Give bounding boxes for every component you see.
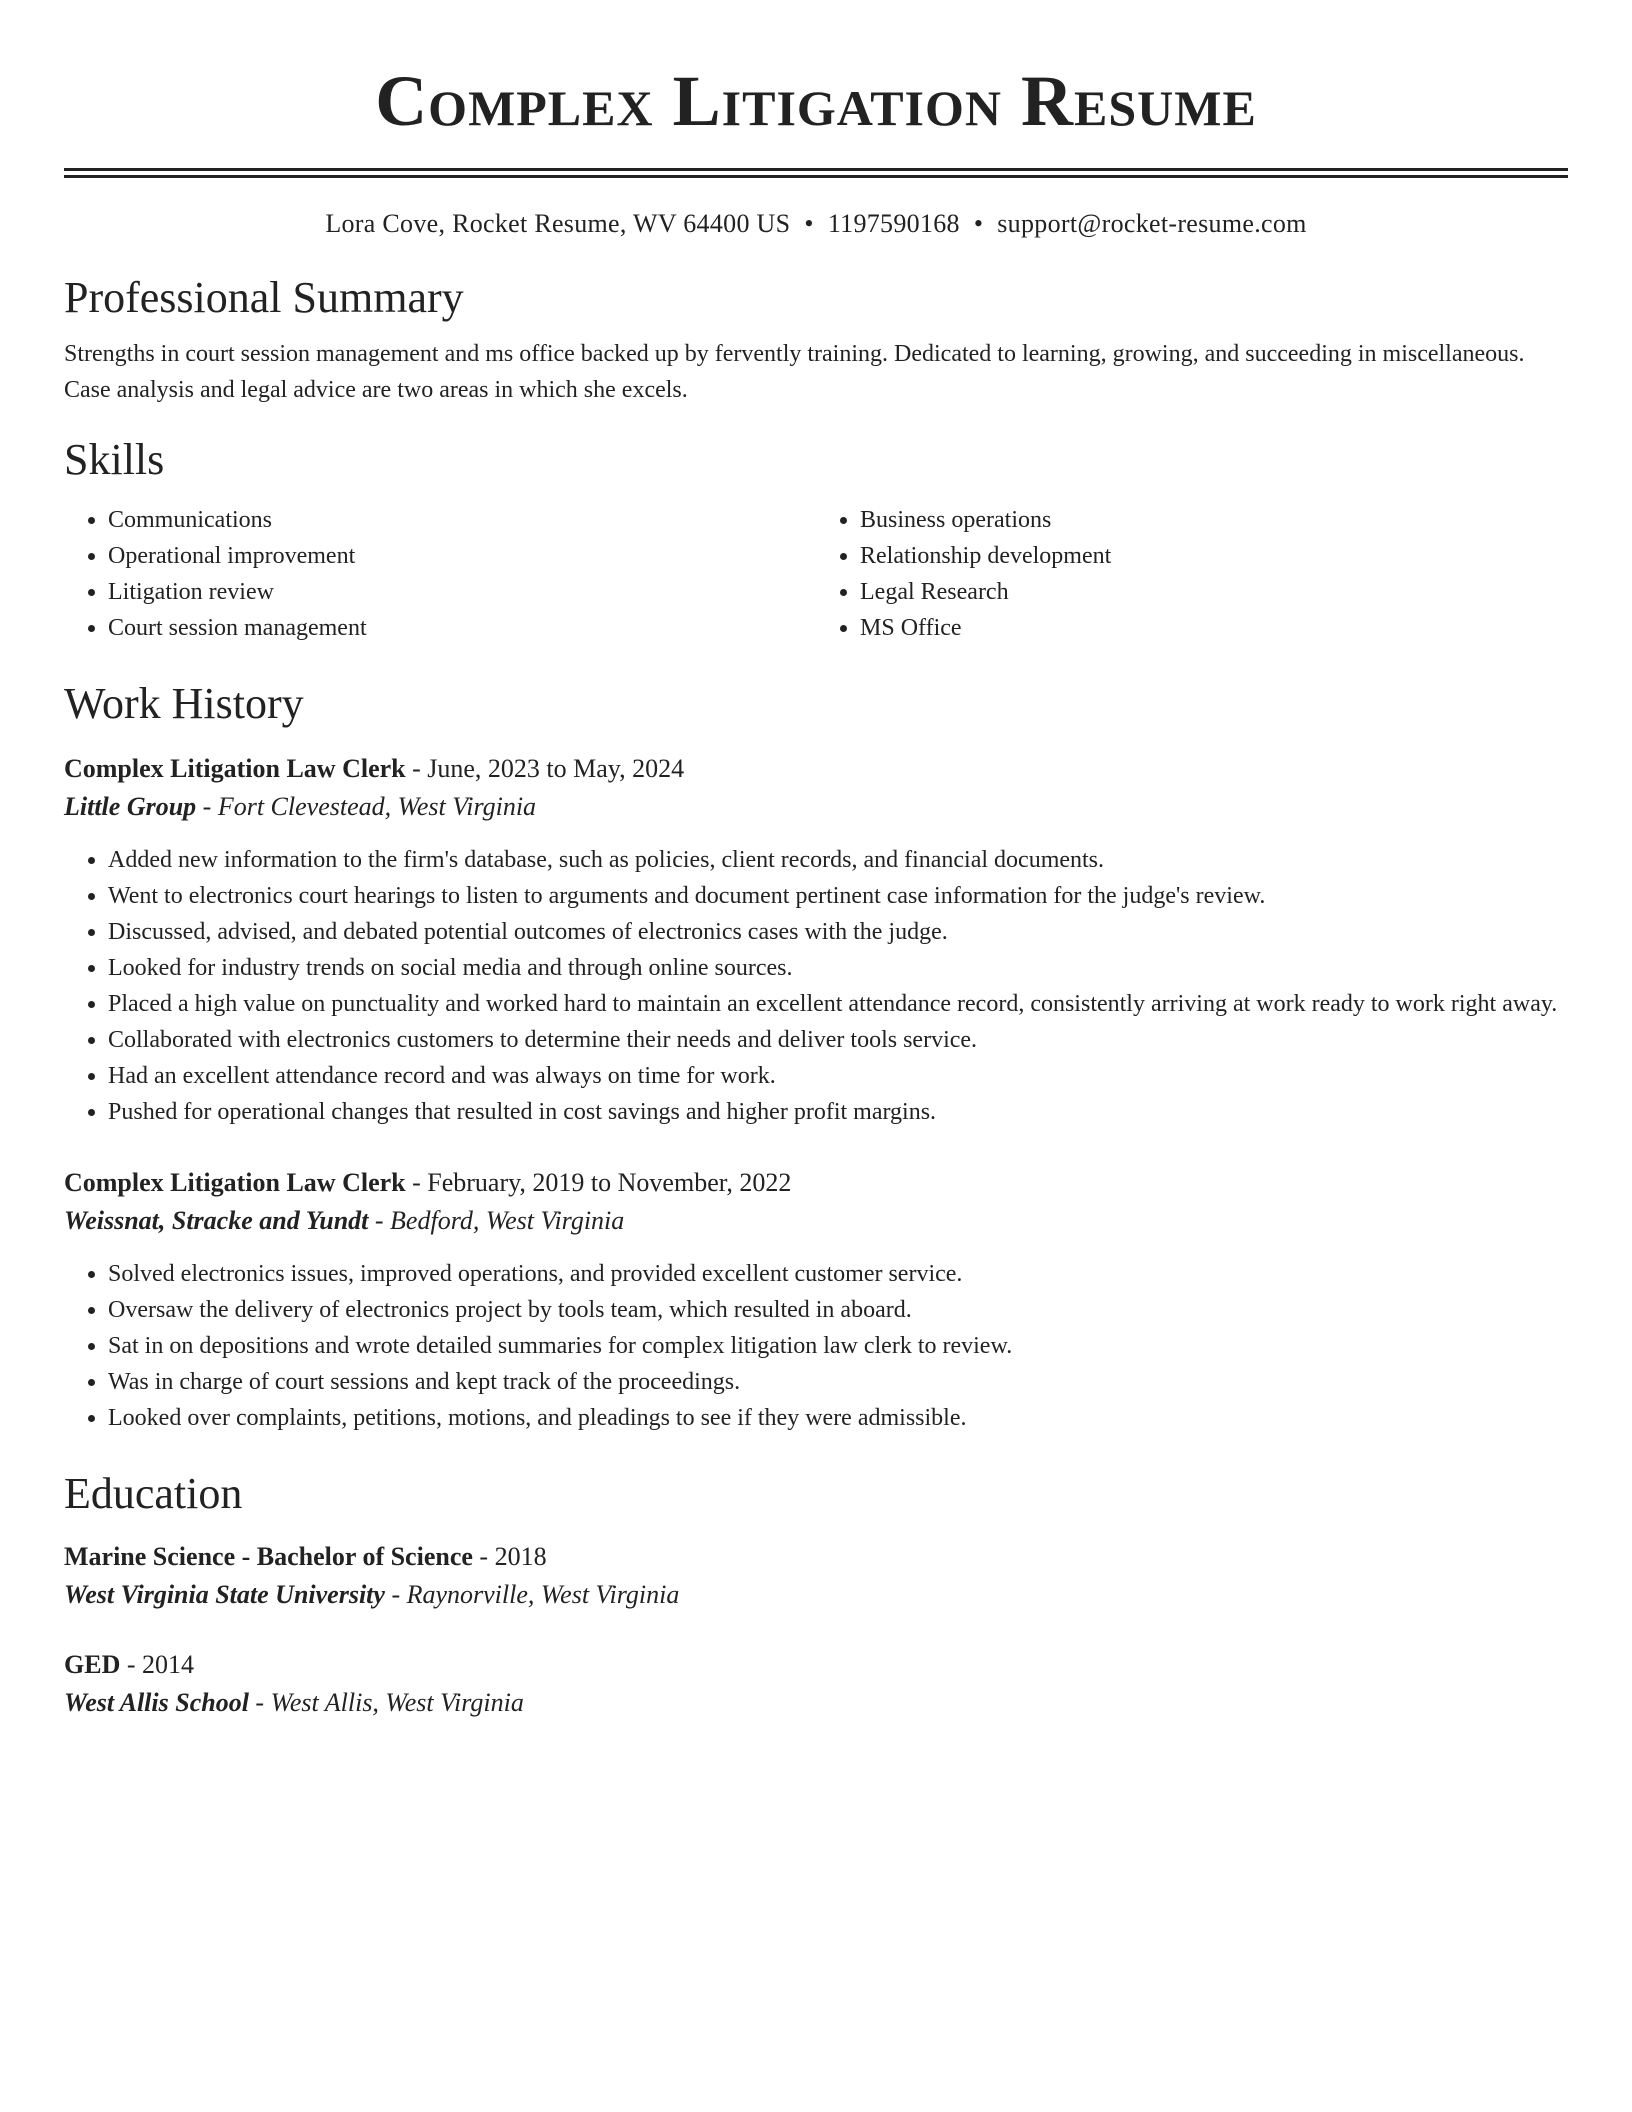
education-year: - 2018	[472, 1542, 547, 1571]
skill-item: • Operational improvement	[108, 538, 816, 574]
contact-line	[64, 206, 1568, 242]
job-bullet: • Looked over complaints, petitions, motions, and pleadings to see if they were admissible.	[108, 1400, 1568, 1436]
skill-item: • Relationship development	[860, 538, 1568, 574]
job-title: Complex Litigation Law Clerk	[64, 754, 406, 783]
contact-phone: 1197590168	[827, 209, 960, 238]
education-heading: Education	[64, 1469, 243, 1518]
job-employer	[64, 1202, 1568, 1240]
job-bullet: • Sat in on depositions and wrote detailed summaries for complex litigation law clerk to review.	[108, 1328, 1568, 1364]
education-degree: Marine Science - Bachelor of Science	[64, 1542, 473, 1571]
education-location: - Raynorville, West Virginia	[384, 1580, 680, 1609]
job-header	[64, 1164, 1568, 1202]
job-bullets	[64, 842, 1568, 1130]
job-bullet: • Added new information to the firm's database, such as policies, client records, and financial documents.	[108, 842, 1568, 878]
education-school: West Virginia State University	[64, 1580, 385, 1609]
job-bullets	[64, 1256, 1568, 1436]
job-company: Weissnat, Stracke and Yundt	[64, 1206, 369, 1235]
job-header	[64, 750, 1568, 788]
job-entry	[64, 1164, 1568, 1436]
skill-item: • Litigation review	[108, 574, 816, 610]
skill-item: • Communications	[108, 502, 816, 538]
summary-text: Strengths in court session management and ms office backed up by fervently training. Dedicated to learning, growing, and succeeding in miscellaneous. Case analysis and legal advice are two areas in which she excels.	[64, 341, 1525, 403]
skill-item: • MS Office	[860, 610, 1568, 646]
job-bullet: • Solved electronics issues, improved operations, and provided excellent customer service.	[108, 1256, 1568, 1292]
title-double-rule	[64, 168, 1568, 178]
job-bullet: • Collaborated with electronics customers to determine their needs and deliver tools service.	[108, 1022, 1568, 1058]
education-year: - 2014	[120, 1650, 195, 1679]
contact-address: Lora Cove, Rocket Resume, WV 64400 US	[325, 209, 791, 238]
summary-heading: Professional Summary	[64, 273, 464, 322]
work-history-heading: Work History	[64, 679, 304, 728]
education-school: West Allis School	[64, 1688, 249, 1717]
job-bullet: • Was in charge of court sessions and kept track of the proceedings.	[108, 1364, 1568, 1400]
job-bullet: • Placed a high value on punctuality and worked hard to maintain an excellent attendance record, consistently arriving at work ready to work right away.	[108, 986, 1568, 1022]
job-location: - Fort Clevestead, West Virginia	[196, 792, 537, 821]
skills-list	[64, 502, 1568, 646]
job-bullet: • Looked for industry trends on social media and through online sources.	[108, 950, 1568, 986]
education-header	[64, 1538, 1568, 1576]
job-bullet: • Pushed for operational changes that resulted in cost savings and higher profit margins.	[108, 1094, 1568, 1130]
job-bullet: • Went to electronics court hearings to listen to arguments and document pertinent case information for the judge's review.	[108, 878, 1568, 914]
resume-title: Complex Litigation Resume	[375, 61, 1257, 141]
job-bullet: • Discussed, advised, and debated potential outcomes of electronics cases with the judge.	[108, 914, 1568, 950]
job-bullet: • Oversaw the delivery of electronics project by tools team, which resulted in aboard.	[108, 1292, 1568, 1328]
job-bullet: • Had an excellent attendance record and was always on time for work.	[108, 1058, 1568, 1094]
skill-item: • Business operations	[860, 502, 1568, 538]
education-header	[64, 1646, 1568, 1684]
education-location: - West Allis, West Virginia	[248, 1688, 524, 1717]
job-dates: - February, 2019 to November, 2022	[405, 1168, 792, 1197]
job-dates: - June, 2023 to May, 2024	[405, 754, 685, 783]
education-school-line	[64, 1576, 1568, 1614]
skill-item: • Legal Research	[860, 574, 1568, 610]
job-employer	[64, 788, 1568, 826]
skill-item: • Court session management	[108, 610, 816, 646]
contact-email: support@rocket-resume.com	[997, 209, 1307, 238]
contact-separator: •	[973, 209, 984, 238]
skills-column-right	[816, 502, 1568, 646]
job-location: - Bedford, West Virginia	[368, 1206, 625, 1235]
education-entry	[64, 1538, 1568, 1614]
education-entry	[64, 1646, 1568, 1722]
job-company: Little Group	[64, 792, 197, 821]
education-degree: GED	[64, 1650, 121, 1679]
job-title: Complex Litigation Law Clerk	[64, 1168, 406, 1197]
skills-heading: Skills	[64, 435, 165, 484]
contact-separator: •	[804, 209, 814, 238]
skills-column-left	[64, 502, 816, 646]
education-school-line	[64, 1684, 1568, 1722]
job-entry	[64, 750, 1568, 1130]
